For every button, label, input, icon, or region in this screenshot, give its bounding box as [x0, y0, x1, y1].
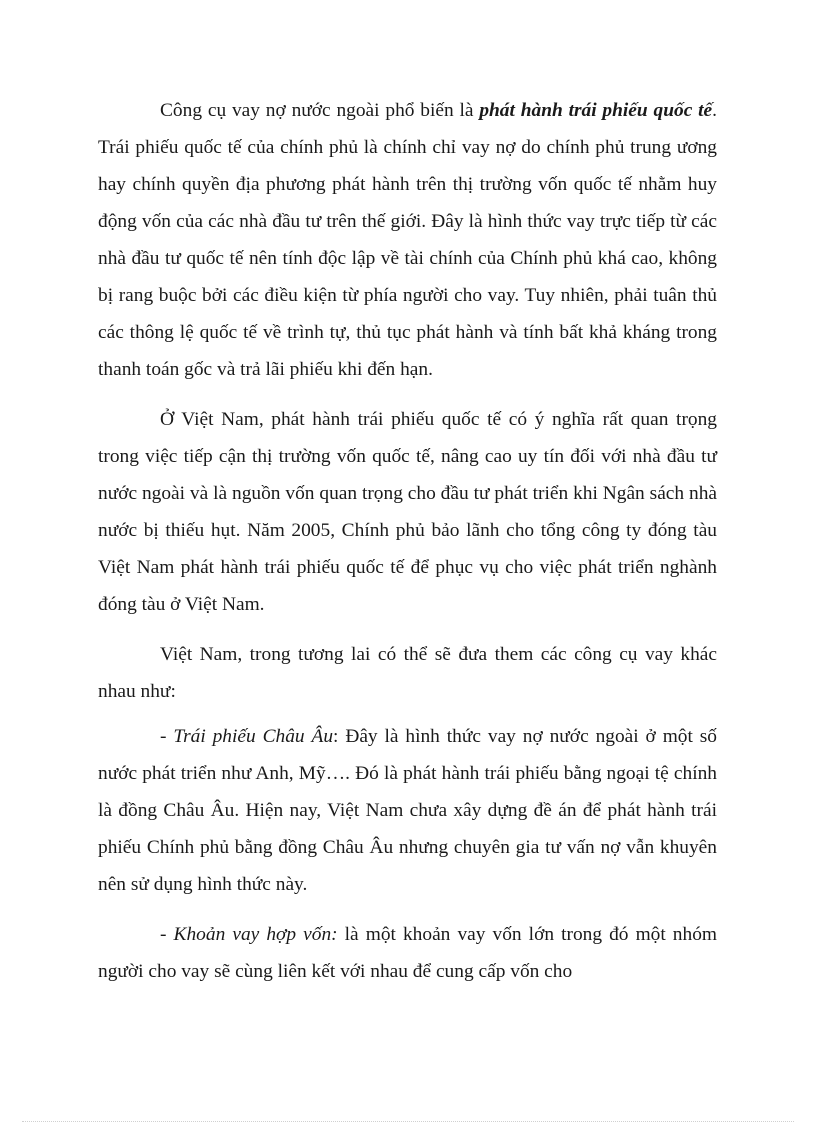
list-item-eurobonds: [98, 718, 717, 903]
page-bottom-divider: [22, 1121, 794, 1122]
paragraph-international-bonds: [98, 92, 717, 388]
list-item-term: Khoản vay hợp vốn:: [173, 924, 338, 945]
list-bullet: -: [160, 924, 174, 945]
document-body: [98, 92, 717, 1003]
paragraph-text: : Đây là hình thức vay nợ nước ngoài ở một số nước phát triển như Anh, Mỹ…. Đó là phát hành trái phiếu bằng ngoại tệ chính là đồng Châu Âu. Hiện nay, Việt Nam chưa xây dựng đề án để phát hành trái phiếu Chính phủ bằng đồng Châu Âu nhưng chuyên gia tư vấn nợ vẫn khuyên nên sử dụng hình thức này.: [98, 726, 717, 895]
paragraph-future-tools: [98, 636, 717, 710]
list-item-term: Trái phiếu Châu Âu: [173, 726, 334, 747]
paragraph-text: Công cụ vay nợ nước ngoài phổ biến là: [160, 100, 480, 121]
paragraph-vietnam-bonds: [98, 401, 717, 623]
list-bullet: -: [160, 726, 174, 747]
emphasis-term: phát hành trái phiếu quốc tế: [479, 100, 713, 121]
paragraph-text: . Trái phiếu quốc tế của chính phủ là chính chỉ vay nợ do chính phủ trung ương hay chính quyền địa phương phát hành trên thị trường vốn quốc tế nhằm huy động vốn của các nhà đầu tư trên thế giới. Đây là hình thức vay trực tiếp từ các nhà đầu tư quốc tế nên tính độc lập về tài chính của Chính phủ khá cao, không bị rang buộc bởi các điều kiện từ phía người cho vay. Tuy nhiên, phải tuân thủ các thông lệ quốc tế về trình tự, thủ tục phát hành và tính bất khả kháng trong thanh toán gốc và trả lãi phiếu khi đến hạn.: [98, 100, 717, 380]
paragraph-text: Việt Nam, trong tương lai có thể sẽ đưa them các công cụ vay khác nhau như:: [98, 644, 717, 702]
paragraph-text: Ở Việt Nam, phát hành trái phiếu quốc tế có ý nghĩa rất quan trọng trong việc tiếp cận thị trường vốn quốc tế, nâng cao uy tín đối với nhà đầu tư nước ngoài và là nguồn vốn quan trọng cho đầu tư phát triển khi Ngân sách nhà nước bị thiếu hụt. Năm 2005, Chính phủ bảo lãnh cho tổng công ty đóng tàu Việt Nam phát hành trái phiếu quốc tế để phục vụ cho việc phát triển nghành đóng tàu ở Việt Nam.: [98, 409, 717, 615]
paragraph-text: là một khoản vay vốn lớn trong đó một nhóm người cho vay sẽ cùng liên kết với nhau để cung cấp vốn cho: [98, 924, 717, 982]
list-item-syndicated-loan: [98, 916, 717, 990]
